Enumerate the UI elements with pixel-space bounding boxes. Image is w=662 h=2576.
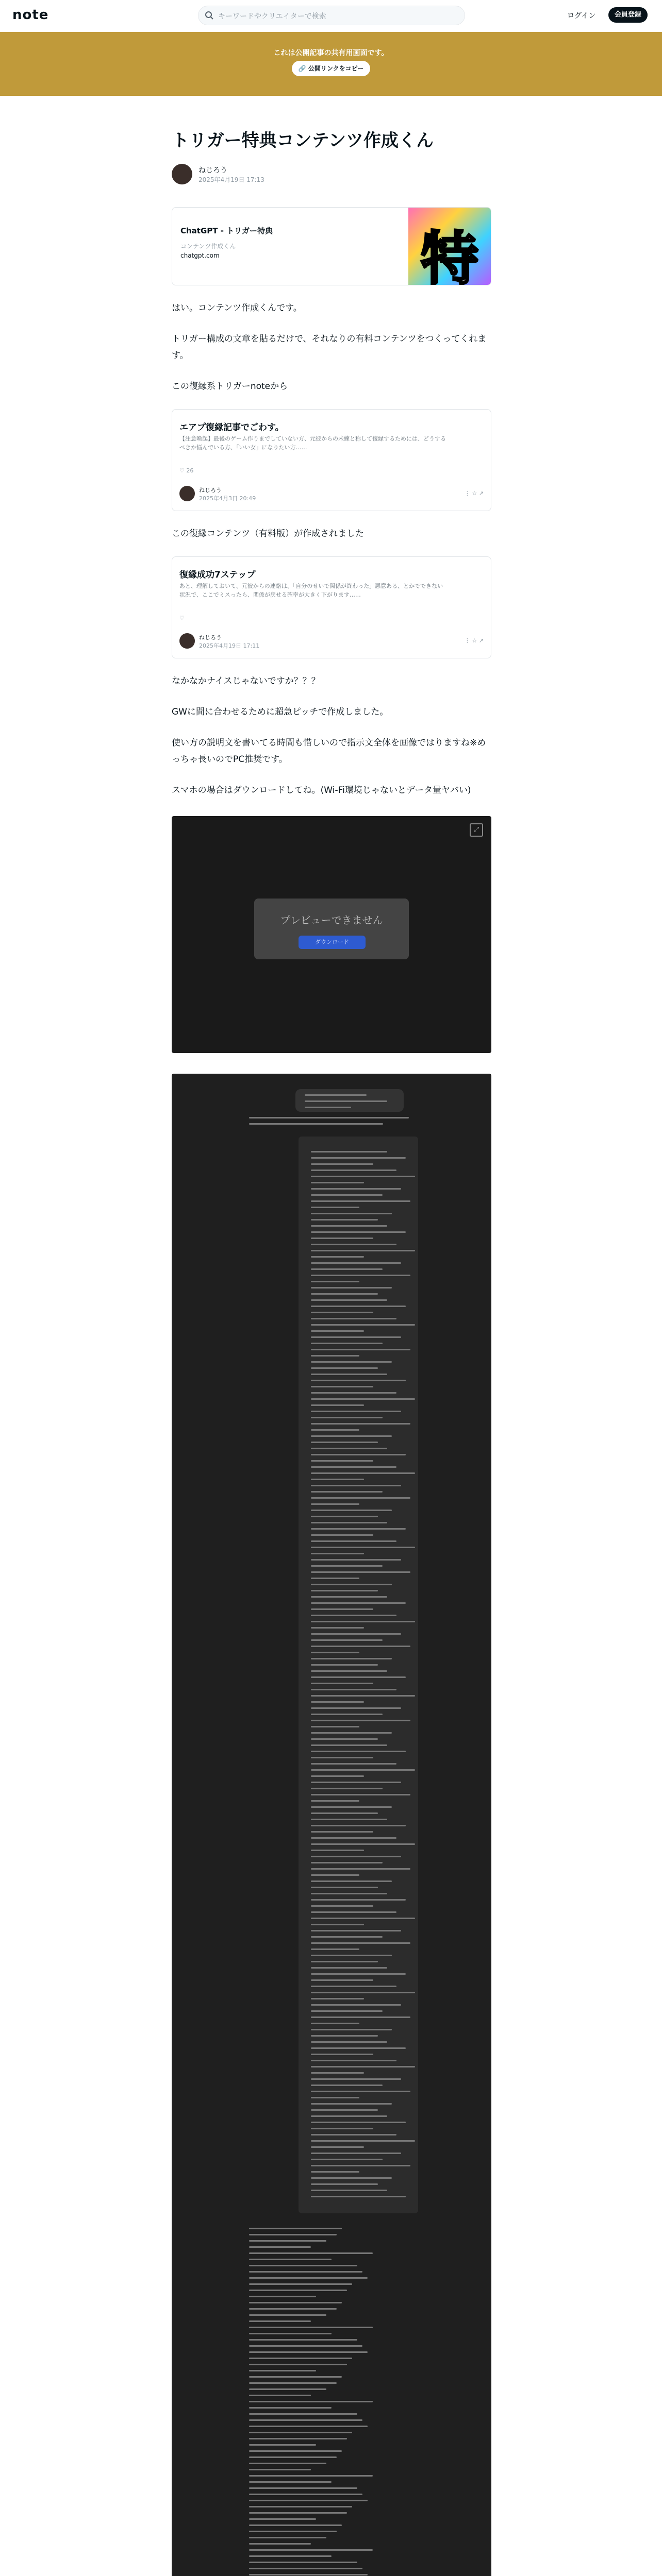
- text-line: [311, 1510, 392, 1511]
- text-line: [311, 2078, 401, 2080]
- note-logo[interactable]: note: [12, 7, 49, 23]
- text-line: [311, 1670, 387, 1672]
- text-line: [311, 1701, 364, 1703]
- avatar: [179, 486, 195, 501]
- text-line: [311, 1924, 364, 1925]
- text-line: [311, 1942, 410, 1944]
- text-line: [311, 1460, 373, 1462]
- text-line: [249, 2370, 316, 2371]
- text-line: [311, 1392, 396, 1394]
- text-line: [311, 1676, 406, 1678]
- text-line: [311, 1707, 401, 1709]
- text-line: [311, 1268, 383, 1270]
- text-line: [249, 2327, 373, 2328]
- preview-box: [254, 899, 409, 959]
- text-line: [311, 2183, 378, 2185]
- text-line: [311, 1695, 415, 1697]
- note-card-title: 復縁成功7ステップ: [179, 570, 256, 580]
- paragraph: スマホの場合はダウンロードしてね。(Wi-Fi環境じゃないとデータ量ヤバい): [172, 785, 471, 795]
- avatar: [179, 633, 195, 649]
- text-line: [311, 1800, 359, 1802]
- text-line: [311, 1652, 359, 1653]
- text-line: [311, 1355, 359, 1357]
- text-line: [311, 2035, 378, 2037]
- text-line: [311, 1151, 387, 1153]
- text-line: [311, 1578, 359, 1579]
- text-line: [311, 1590, 378, 1591]
- paragraph: この復縁系トリガーnoteから: [172, 381, 288, 392]
- text-line: [249, 2456, 337, 2458]
- text-line: [249, 2469, 311, 2470]
- text-line: [311, 1998, 364, 1999]
- text-line: [311, 1454, 406, 1455]
- text-line: [249, 2296, 316, 2297]
- file-embed: [172, 816, 491, 1053]
- text-line: [249, 2537, 326, 2538]
- text-line: [249, 2259, 332, 2260]
- login-link[interactable]: ログイン: [567, 12, 596, 20]
- link-card-domain: chatgpt.com: [180, 252, 220, 259]
- text-line: [311, 1775, 364, 1777]
- text-line: [249, 2500, 368, 2501]
- text-line: [311, 1238, 373, 1239]
- text-line: [249, 2351, 368, 2353]
- text-line: [311, 2054, 373, 2055]
- text-line: [311, 2196, 406, 2197]
- text-line: [311, 1794, 410, 1795]
- text-line: [311, 1336, 401, 1338]
- text-line: [311, 1299, 387, 1301]
- text-line: [311, 1497, 410, 1499]
- text-line: [249, 2494, 362, 2495]
- text-line: [311, 1559, 401, 1561]
- text-line: [311, 1732, 392, 1734]
- text-line: [249, 2302, 342, 2303]
- text-line: [311, 1398, 415, 1400]
- text-line: [311, 2091, 410, 2092]
- note-embed-card[interactable]: [172, 409, 491, 511]
- text-line: [311, 1423, 410, 1425]
- text-line: [311, 1361, 392, 1363]
- text-line: [311, 1225, 387, 1227]
- text-line: [249, 2265, 357, 2266]
- text-line: [311, 1306, 406, 1307]
- text-line: [311, 1244, 396, 1245]
- text-line: [311, 2072, 364, 2074]
- text-line: [311, 1207, 359, 1208]
- text-line: [249, 1117, 409, 1118]
- note-embed-card[interactable]: [172, 556, 491, 658]
- text-line: [249, 2345, 362, 2347]
- text-line: [311, 1386, 373, 1387]
- text-line: [311, 1948, 359, 1950]
- paragraph: トリガー構成の文章を貼るだけで、それなりの有料コンテンツをつくってくれます。: [172, 334, 487, 361]
- text-line: [311, 1850, 364, 1851]
- text-line: [311, 1182, 364, 1183]
- text-line: [311, 1503, 359, 1505]
- text-line: [311, 1547, 415, 1548]
- text-line: [311, 1751, 406, 1752]
- text-line: [311, 2060, 396, 2061]
- note-card-author: ねじろう: [199, 634, 222, 641]
- avatar[interactable]: [172, 164, 192, 184]
- text-line: [249, 2283, 352, 2285]
- text-line: [311, 2159, 383, 2160]
- text-line: [249, 2246, 311, 2248]
- text-line: [311, 1534, 373, 1536]
- text-line: [249, 2555, 332, 2557]
- text-line: [311, 2010, 383, 2012]
- text-line: [311, 1540, 396, 1542]
- search-input[interactable]: [198, 6, 465, 25]
- note-card-body: あと、理解しておいて、元彼からの連絡は、「自分のせいで関係が終わった」悪意ある、とかでできない状況で、ここでミスったら、関係が戻せる確率が大きく下がります……: [179, 583, 443, 598]
- text-line: [311, 2047, 406, 2049]
- text-line: [311, 1256, 364, 1258]
- text-line: [311, 1472, 415, 1474]
- note-card-actions[interactable]: ⋮ ☆ ↗: [464, 637, 484, 644]
- text-line: [311, 1275, 410, 1276]
- instruction-screenshot-image: [172, 1074, 491, 2576]
- text-line: [249, 2487, 357, 2489]
- text-line: [311, 1905, 373, 1907]
- text-line: [311, 1553, 364, 1554]
- text-line: [311, 1615, 396, 1616]
- text-line: [311, 1491, 383, 1493]
- text-line: [311, 1930, 401, 1931]
- text-line: [311, 1714, 383, 1715]
- note-card-date: 2025年4月19日 17:11: [199, 642, 260, 649]
- text-line: [249, 2290, 347, 2291]
- text-line: [311, 1200, 410, 1202]
- text-line: [249, 2531, 337, 2532]
- text-line: [311, 1812, 378, 1814]
- text-line: [311, 1757, 373, 1758]
- text-line: [311, 2097, 359, 2098]
- text-line: [311, 1374, 387, 1375]
- text-line: [311, 1683, 373, 1684]
- text-line: [311, 1170, 396, 1171]
- text-line: [311, 1837, 396, 1839]
- like-count: ♡ 26: [179, 467, 194, 474]
- text-line: [311, 1516, 378, 1517]
- text-line: [311, 1324, 415, 1326]
- text-line: [249, 2463, 326, 2464]
- text-line: [311, 1633, 401, 1635]
- text-line: [249, 2277, 368, 2279]
- text-line: [311, 1782, 401, 1783]
- paragraph: なかなかナイスじゃないですか？？？: [172, 676, 320, 686]
- text-line: [311, 1621, 415, 1622]
- text-line: [249, 2333, 332, 2334]
- preview-unavailable-text: プレビューできません: [280, 914, 383, 926]
- text-line: [249, 2320, 311, 2322]
- text-line: [311, 1856, 401, 1857]
- note-card-date: 2025年4月3日 20:49: [199, 495, 256, 502]
- text-line: [311, 2122, 406, 2123]
- text-line: [311, 2115, 387, 2117]
- text-line: [311, 1596, 387, 1598]
- site-header: [0, 0, 662, 32]
- text-line: [249, 2562, 357, 2563]
- text-line: [311, 1868, 410, 1870]
- text-line: [311, 1157, 406, 1159]
- text-line: [249, 2438, 347, 2439]
- text-line: [311, 1763, 396, 1765]
- text-line: [249, 2524, 342, 2526]
- text-line: [311, 1955, 392, 1956]
- text-line: [311, 1843, 415, 1845]
- text-line: [311, 1565, 383, 1567]
- text-line: [311, 1367, 378, 1369]
- text-line: [311, 1887, 378, 1888]
- article: [172, 129, 491, 2576]
- text-line: [311, 1819, 387, 1820]
- text-line: [311, 1417, 383, 1418]
- text-line: [311, 2066, 415, 2067]
- text-line: [249, 2364, 347, 2365]
- text-line: [311, 1380, 406, 1381]
- text-line: [311, 1411, 401, 1412]
- text-line: [311, 1738, 378, 1740]
- paragraph: GWに間に合わせるために超急ピッチで作成しました。: [172, 707, 389, 717]
- text-line: [311, 1979, 373, 1981]
- text-line: [249, 2543, 311, 2545]
- text-line: [249, 2271, 362, 2273]
- text-line: [311, 1726, 359, 1727]
- text-line: [249, 2382, 337, 2384]
- text-line: [249, 2419, 362, 2421]
- link-card-thumbnail: [408, 208, 491, 285]
- text-line: [311, 2103, 392, 2105]
- text-line: [311, 2023, 359, 2024]
- text-line: [311, 1485, 401, 1486]
- text-line: [311, 1639, 383, 1641]
- text-line: [249, 2358, 352, 2359]
- text-line: [311, 1936, 383, 1938]
- text-line: [311, 1343, 383, 1344]
- text-line: [249, 2308, 337, 2310]
- text-line: [311, 1262, 401, 1264]
- text-line: [249, 2401, 373, 2402]
- text-line: [311, 1231, 406, 1233]
- text-line: [249, 2314, 326, 2316]
- publish-date: 2025年4月19日 17:13: [198, 176, 264, 183]
- text-line: [311, 1880, 392, 1882]
- text-line: [249, 2240, 326, 2242]
- text-line: [311, 1442, 378, 1443]
- share-banner: [0, 32, 662, 96]
- text-line: [311, 2128, 373, 2129]
- text-line: [311, 2190, 387, 2191]
- text-line: [249, 2388, 326, 2390]
- text-line: [249, 2568, 362, 2569]
- paragraph: はい。コンテンツ作成くんです。: [172, 303, 302, 313]
- text-line: [249, 2339, 357, 2341]
- note-card-title: エアプ復縁記事でごわす。: [179, 422, 284, 433]
- text-line: [249, 2481, 332, 2483]
- note-card-actions[interactable]: ⋮ ☆ ↗: [464, 490, 484, 497]
- text-line: [311, 1194, 383, 1196]
- text-line: [311, 1769, 415, 1771]
- text-line: [311, 1571, 410, 1573]
- note-card-author: ねじろう: [199, 487, 222, 494]
- text-line: [311, 1448, 387, 1449]
- search-icon: [205, 11, 214, 20]
- text-line: [249, 2407, 332, 2409]
- text-line: [311, 1646, 410, 1647]
- banner-text: これは公開記事の共有用画面です。: [273, 49, 389, 57]
- text-line: [311, 1404, 364, 1406]
- text-line: [311, 1318, 396, 1319]
- note-card-body: 【注意喚起】最後のゲーム作りまでしていない方、元彼からの未練と称して復縁するためには、どうするべきか悩んでいる方、「いい女」になりたい方……: [179, 435, 446, 451]
- text-line: [311, 1806, 392, 1808]
- paragraph: この復縁コンテンツ（有料版）が作成されました: [172, 529, 365, 539]
- text-line: [311, 1466, 396, 1468]
- text-line: [311, 1911, 396, 1913]
- text-line: [305, 1094, 367, 1096]
- copy-link-label: 公開リンクをコピー: [308, 65, 364, 72]
- text-line: [311, 1689, 396, 1690]
- text-line: [311, 2109, 378, 2111]
- text-line: [311, 2029, 392, 2030]
- text-line: [311, 2165, 410, 2166]
- text-line: [311, 1293, 378, 1295]
- text-line: [311, 1744, 387, 1746]
- text-line: [311, 2134, 396, 2136]
- text-line: [311, 1219, 378, 1221]
- chatgpt-link-card[interactable]: [172, 207, 491, 285]
- text-line: [311, 1188, 401, 1190]
- link-card-title: ChatGPT - トリガー特典: [180, 226, 273, 235]
- text-line: [311, 1429, 359, 1431]
- text-line: [311, 1479, 364, 1480]
- text-line: [305, 1107, 351, 1108]
- search-placeholder: キーワードやクリエイターで検索: [218, 12, 326, 21]
- text-line: [311, 1825, 406, 1826]
- text-line: [311, 2004, 401, 2006]
- text-line: [311, 1899, 406, 1901]
- text-line: [311, 1874, 359, 1876]
- text-line: [311, 1831, 373, 1833]
- text-line: [311, 2016, 410, 2018]
- download-button[interactable]: ダウンロード: [299, 936, 366, 949]
- text-line: [311, 2041, 387, 2043]
- text-line: [311, 1250, 415, 1251]
- article-title: トリガー特典コンテンツ作成くん: [172, 130, 434, 151]
- paragraph: 使い方の説明文を書いてる時間も惜しいので指示文全体を画像ではりますね※めっちゃ長いのでPC推奨です。: [172, 738, 486, 765]
- text-line: [311, 2171, 359, 2173]
- text-line: [311, 1992, 415, 1993]
- text-line: [249, 2426, 368, 2427]
- text-line: [311, 2153, 401, 2154]
- text-line: [249, 2574, 368, 2575]
- text-line: [311, 1658, 392, 1659]
- text-line: [311, 1213, 392, 1214]
- signup-button[interactable]: 会員登録: [608, 7, 648, 23]
- thumbnail-glyph: 特: [421, 226, 478, 285]
- text-line: [249, 2432, 352, 2433]
- text-line: [311, 1664, 378, 1666]
- text-line: [249, 2395, 311, 2396]
- text-line: [249, 2512, 347, 2514]
- text-line: [311, 2177, 392, 2179]
- text-line: [311, 1918, 415, 1919]
- text-line: [249, 2549, 373, 2551]
- text-line: [311, 1176, 415, 1177]
- text-line: [311, 1163, 373, 1165]
- text-line: [311, 1967, 387, 1969]
- text-line: [249, 1123, 383, 1125]
- text-line: [249, 2234, 337, 2235]
- text-line: [311, 1986, 396, 1987]
- text-line: [311, 1720, 410, 1721]
- text-line: [311, 1862, 383, 1863]
- text-line: [305, 1100, 387, 1102]
- text-line: [311, 1973, 406, 1975]
- text-line: [311, 1287, 392, 1289]
- expand-icon[interactable]: ⤢: [470, 823, 483, 837]
- text-line: [311, 1893, 387, 1894]
- author-block[interactable]: [172, 164, 491, 187]
- text-line: [311, 1961, 378, 1962]
- text-line: [249, 2413, 357, 2415]
- text-line: [311, 2140, 415, 2142]
- text-line: [311, 1522, 387, 1523]
- text-line: [249, 2376, 342, 2378]
- text-line: [249, 2518, 316, 2520]
- text-line: [311, 1528, 406, 1530]
- like-icon: ♡: [179, 615, 185, 621]
- link-card-desc: コンテンツ作成くん: [180, 243, 236, 250]
- text-line: [311, 1627, 364, 1629]
- text-line: [311, 1788, 383, 1789]
- text-line: [249, 2506, 352, 2507]
- text-line: [311, 1602, 406, 1604]
- copy-link-button[interactable]: 🔗 公開リンクをコピー: [292, 61, 370, 76]
- text-line: [311, 1584, 392, 1585]
- chat-column: [299, 1137, 418, 2213]
- text-line: [311, 1312, 373, 1313]
- text-line: [311, 1608, 373, 1610]
- text-line: [249, 2228, 342, 2229]
- text-line: [249, 2444, 316, 2446]
- text-line: [311, 1330, 364, 1332]
- text-line: [311, 2084, 383, 2086]
- text-line: [249, 2450, 342, 2452]
- text-line: [249, 2252, 373, 2254]
- text-line: [311, 1281, 359, 1282]
- author-name[interactable]: ねじろう: [198, 166, 227, 175]
- text-line: [311, 2146, 364, 2148]
- text-line: [311, 1349, 410, 1350]
- text-line: [311, 1435, 392, 1437]
- text-line: [249, 2475, 373, 2477]
